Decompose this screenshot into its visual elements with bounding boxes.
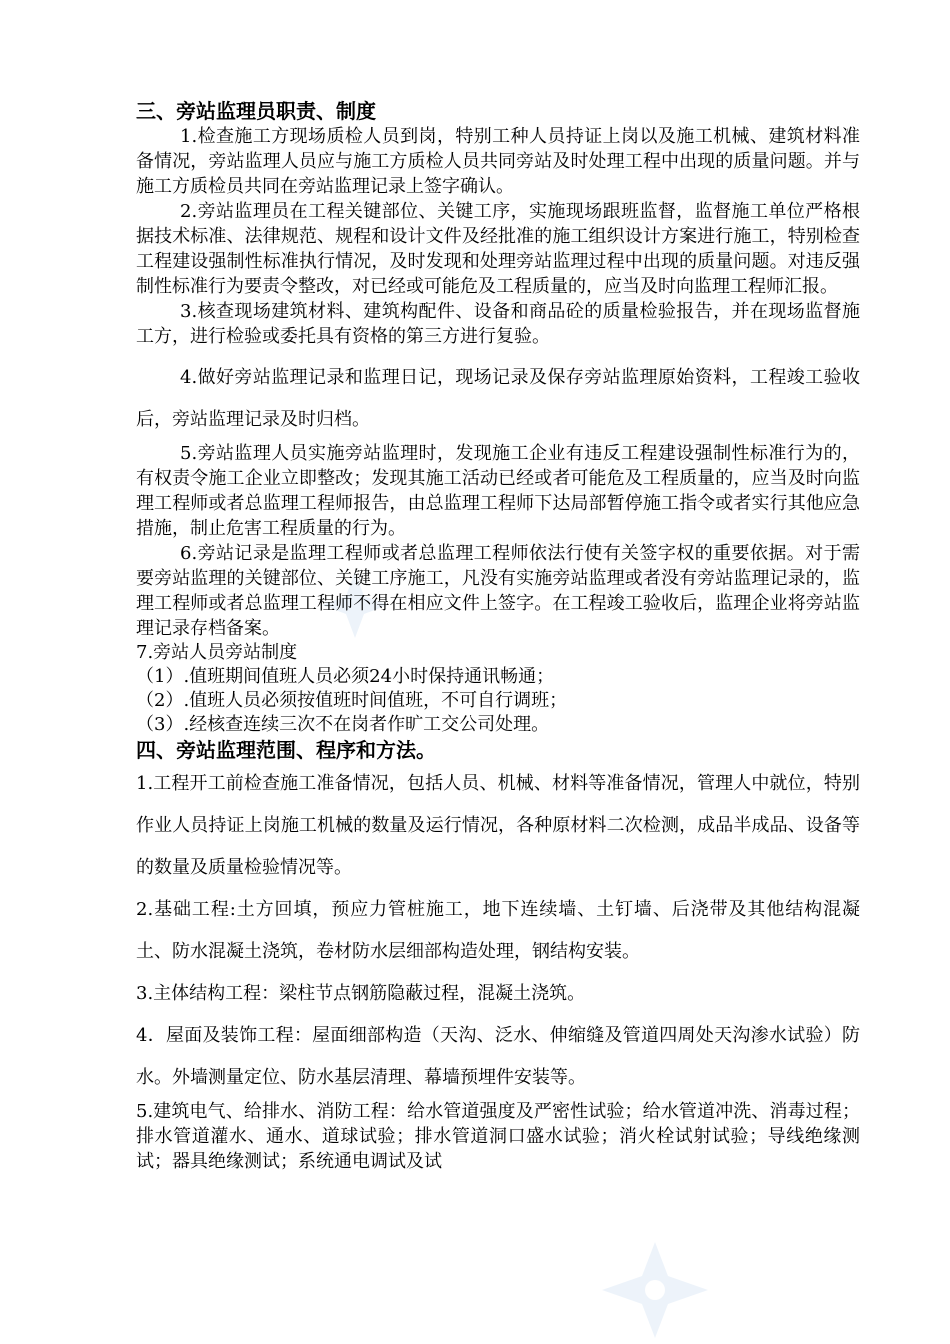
paragraph: 5.旁站监理人员实施旁站监理时，发现施工企业有违反工程建设强制性标准行为的，有权责令施工企业立即整改；发现其施工活动已经或者可能危及工程质量的，应当及时向监理工程师或者总监理工程师报告，由总监理工程师下达局部暂停施工指令或者实行其他应急措施，制止危害工程质量的行为。 [136, 443, 860, 539]
watermark-logo-icon [600, 1240, 710, 1340]
paragraph: 4.做好旁站监理记录和监理日记，现场记录及保存旁站监理原始资料，工程竣工验收后，旁站监理记录及时归档。 [136, 367, 860, 430]
paragraph: 1.检查施工方现场质检人员到岗，特别工种人员持证上岗以及施工机械、建筑材料准备情况，旁站监理人员应与施工方质检人员共同旁站及时处理工程中出现的质量问题。并与施工方质检员共同在旁站监理记录上签字确认。 [136, 126, 860, 197]
paragraph: 3.主体结构工程：梁柱节点钢筋隐蔽过程，混凝土浇筑。 [136, 983, 586, 1004]
paragraph: 4．屋面及装饰工程：屋面细部构造（天沟、泛水、伸缩缝及管道四周处天沟渗水试验）防水。外墙测量定位、防水基层清理、幕墙预埋件安装等。 [136, 1025, 860, 1088]
paragraph: 3.核查现场建筑材料、建筑构配件、设备和商品砼的质量检验报告，并在现场监督施工方，进行检验或委托具有资格的第三方进行复验。 [136, 301, 860, 347]
paragraph: 1.工程开工前检查施工准备情况，包括人员、机械、材料等准备情况，管理人中就位，特别作业人员持证上岗施工机械的数量及运行情况，各种原材料二次检测，成品半成品、设备等的数量及质量检验情况等。 [136, 773, 860, 878]
paragraph: 2.旁站监理员在工程关键部位、关键工序，实施现场跟班监督，监督施工单位严格根据技术标准、法律规范、规程和设计文件及经批准的施工组织设计方案进行施工，特别检查工程建设强制性标准执行情况，及时发现和处理旁站监理过程中出现的质量问题。对违反强制性标准行为要责令整改，对已经或可能危及工程质量的，应当及时向监理工程师汇报。 [136, 201, 860, 297]
paragraph: 6.旁站记录是监理工程师或者总监理工程师依法行使有关签字权的重要依据。对于需要旁站监理的关键部位、关键工序施工，凡没有实施旁站监理或者没有旁站监理记录的，监理工程师或者总监理工程师不得在相应文件上签字。在工程竣工验收后，监理企业将旁站监理记录存档备案。 [136, 543, 860, 639]
paragraph: 5.建筑电气、给排水、消防工程：给水管道强度及严密性试验；给水管道冲洗、消毒过程；排水管道灌水、通水、道球试验；排水管道洞口盛水试验；消火栓试射试验；导线绝缘测试；器具绝缘测试；系统通电调试及试 [136, 1101, 860, 1172]
paragraph: 2.基础工程:土方回填，预应力管桩施工，地下连续墙、土钉墙、后浇带及其他结构混凝土、防水混凝土浇筑，卷材防水层细部构造处理，钢结构安装。 [136, 899, 860, 962]
section-4-heading: 四、旁站监理范围、程序和方法。 [136, 738, 436, 762]
list-item: （3）.经核查连续三次不在岗者作旷工交公司处理。 [136, 714, 550, 735]
list-title: 7.旁站人员旁站制度 [136, 642, 298, 663]
document-body [136, 98, 860, 1174]
list-item: （2）.值班人员必须按值班时间值班，不可自行调班； [136, 690, 568, 711]
list-item: （1）.值班期间值班人员必须24小时保持通讯畅通； [136, 666, 555, 687]
section-3-heading: 三、旁站监理员职责、制度 [136, 99, 376, 123]
